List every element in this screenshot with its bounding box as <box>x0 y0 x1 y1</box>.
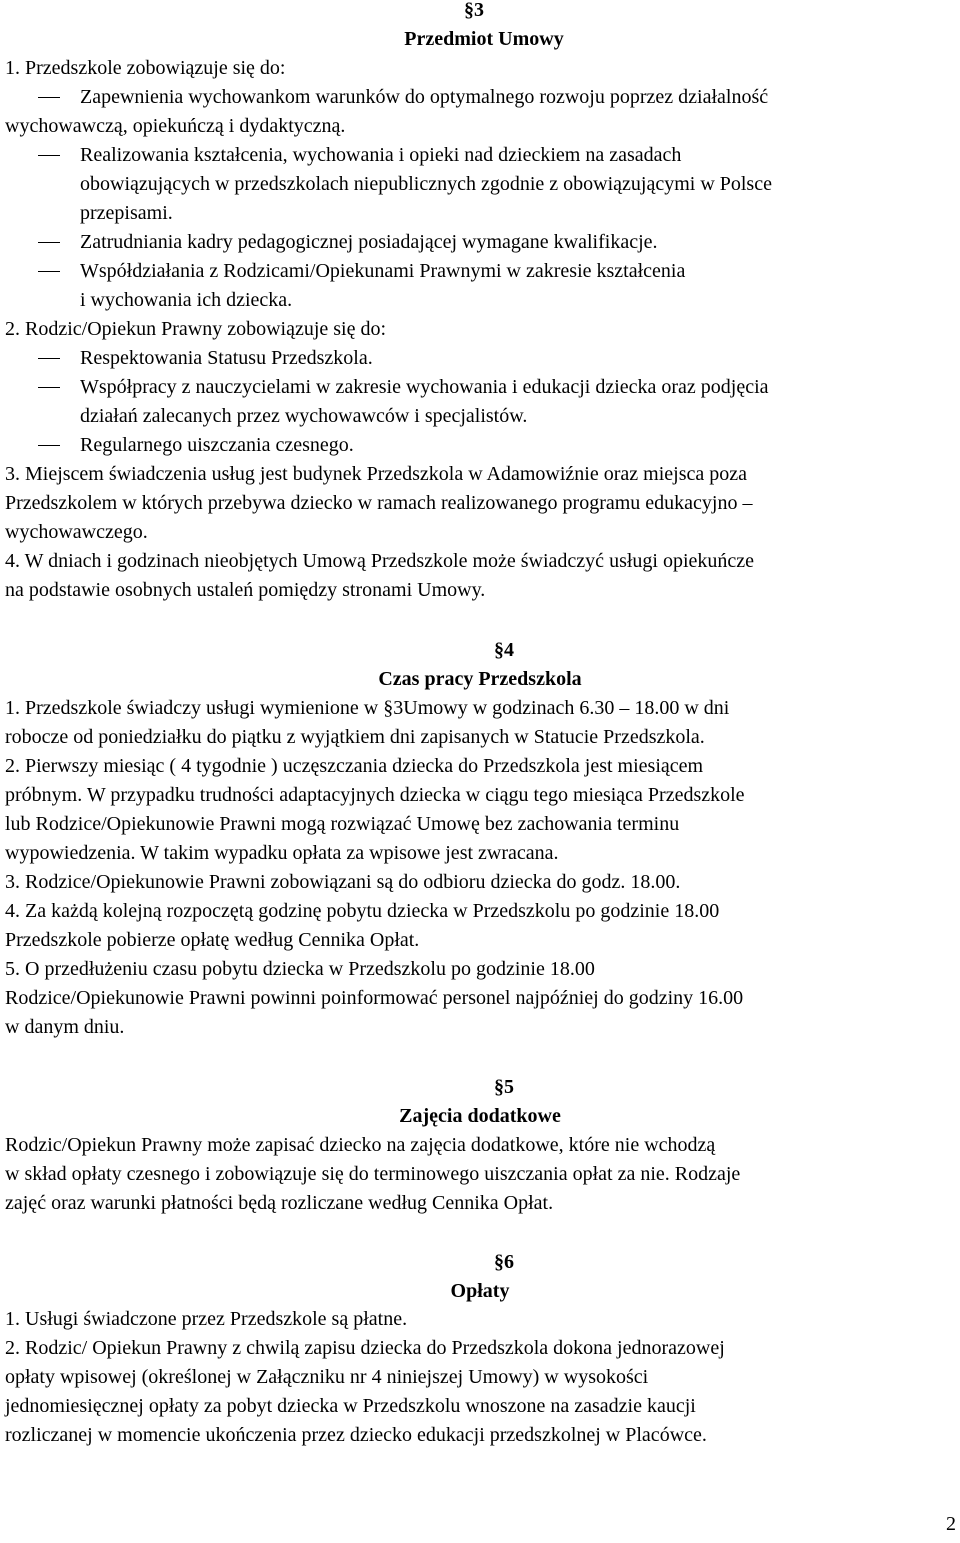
paragraph-line: Rodzice/Opiekunowie Prawni powinni poinformować personel najpóźniej do godziny 16.00 <box>5 987 744 1009</box>
section-3-number: §3 <box>464 0 484 21</box>
paragraph-line: Przedszkolem w których przebywa dziecko w ramach realizowanego programu edukacyjno – <box>5 492 753 514</box>
paragraph-line: 2. Pierwszy miesiąc ( 4 tygodnie ) uczęszczania dziecka do Przedszkola jest miesiącem <box>5 755 704 777</box>
paragraph-line: 2. Rodzic/ Opiekun Prawny z chwilą zapisu dziecka do Przedszkola dokona jednorazowej <box>5 1337 725 1359</box>
paragraph-line: 1. Przedszkole zobowiązuje się do: <box>5 57 286 79</box>
bullet-dash <box>38 387 60 388</box>
paragraph-line: na podstawie osobnych ustaleń pomiędzy stronami Umowy. <box>5 579 486 601</box>
paragraph-line: wypowiedzenia. W takim wypadku opłata za wpisowe jest zwracana. <box>5 842 559 864</box>
paragraph-line: wychowawczego. <box>5 521 148 543</box>
list-item-continuation: i wychowania ich dziecka. <box>80 289 293 311</box>
paragraph-line: 4. W dniach i godzinach nieobjętych Umową Przedszkole może świadczyć usługi opiekuńcze <box>5 550 755 572</box>
bullet-dash <box>38 271 60 272</box>
bullet-dash <box>38 358 60 359</box>
section-3-title: Przedmiot Umowy <box>404 28 564 50</box>
paragraph-line: 3. Miejscem świadczenia usług jest budynek Przedszkola w Adamowiźnie oraz miejsca poza <box>5 463 747 485</box>
paragraph-line: 1. Usługi świadczone przez Przedszkole są płatne. <box>5 1308 408 1330</box>
bullet-dash <box>38 242 60 243</box>
bullet-dash <box>38 445 60 446</box>
paragraph-line: rozliczanej w momencie ukończenia przez dziecko edukacji przedszkolnej w Placówce. <box>5 1424 707 1446</box>
list-item: Współpracy z nauczycielami w zakresie wychowania i edukacji dziecka oraz podjęcia <box>80 376 769 398</box>
list-item: Współdziałania z Rodzicami/Opiekunami Prawnymi w zakresie kształcenia <box>80 260 686 282</box>
list-item-continuation: obowiązujących w przedszkolach niepublicznych zgodnie z obowiązującymi w Polsce <box>80 173 772 195</box>
paragraph-line: opłaty wpisowej (określonej w Załączniku nr 4 niniejszej Umowy) w wysokości <box>5 1366 649 1388</box>
list-item: Realizowania kształcenia, wychowania i opieki nad dzieckiem na zasadach <box>80 144 682 166</box>
section-6-number: §6 <box>494 1251 514 1273</box>
bullet-dash <box>38 155 60 156</box>
paragraph-line: 2. Rodzic/Opiekun Prawny zobowiązuje się do: <box>5 318 387 340</box>
section-4-title: Czas pracy Przedszkola <box>378 668 582 690</box>
paragraph-line: robocze od poniedziałku do piątku z wyjątkiem dni zapisanych w Statucie Przedszkola. <box>5 726 705 748</box>
paragraph-line: 4. Za każdą kolejną rozpoczętą godzinę pobytu dziecka w Przedszkolu po godzinie 18.00 <box>5 900 720 922</box>
list-item: Zapewnienia wychowankom warunków do optymalnego rozwoju poprzez działalność <box>80 86 769 108</box>
paragraph-line: 3. Rodzice/Opiekunowie Prawni zobowiązani są do odbioru dziecka do godz. 18.00. <box>5 871 681 893</box>
bullet-dash <box>38 97 60 98</box>
list-item: Regularnego uiszczania czesnego. <box>80 434 354 456</box>
paragraph-line: 1. Przedszkole świadczy usługi wymienione w §3Umowy w godzinach 6.30 – 18.00 w dni <box>5 697 730 719</box>
section-6-title: Opłaty <box>450 1280 510 1302</box>
section-4-number: §4 <box>494 639 514 661</box>
list-item: Zatrudniania kadry pedagogicznej posiadającej wymagane kwalifikacje. <box>80 231 658 253</box>
section-5-number: §5 <box>494 1076 514 1098</box>
page-number: 2 <box>946 1513 956 1535</box>
section-5-title: Zajęcia dodatkowe <box>399 1105 561 1127</box>
list-item-continuation: działań zalecanych przez wychowawców i specjalistów. <box>80 405 528 427</box>
paragraph-line: w skład opłaty czesnego i zobowiązuje się do terminowego uiszczania opłat za nie. Rodzaje <box>5 1163 741 1185</box>
list-item-continuation: przepisami. <box>80 202 173 224</box>
paragraph-line: Przedszkole pobierze opłatę według Cennika Opłat. <box>5 929 420 951</box>
list-item-continuation: wychowawczą, opiekuńczą i dydaktyczną. <box>5 115 346 137</box>
paragraph-line: 5. O przedłużeniu czasu pobytu dziecka w Przedszkolu po godzinie 18.00 <box>5 958 595 980</box>
paragraph-line: jednomiesięcznej opłaty za pobyt dziecka w Przedszkolu wnoszone na zasadzie kaucji <box>5 1395 696 1417</box>
paragraph-line: w danym dniu. <box>5 1016 125 1038</box>
paragraph-line: próbnym. W przypadku trudności adaptacyjnych dziecka w ciągu tego miesiąca Przedszkole <box>5 784 745 806</box>
list-item: Respektowania Statusu Przedszkola. <box>80 347 373 369</box>
paragraph-line: Rodzic/Opiekun Prawny może zapisać dziecko na zajęcia dodatkowe, które nie wchodzą <box>5 1134 716 1156</box>
paragraph-line: zajęć oraz warunki płatności będą rozliczane według Cennika Opłat. <box>5 1192 554 1214</box>
paragraph-line: lub Rodzice/Opiekunowie Prawni mogą rozwiązać Umowę bez zachowania terminu <box>5 813 680 835</box>
